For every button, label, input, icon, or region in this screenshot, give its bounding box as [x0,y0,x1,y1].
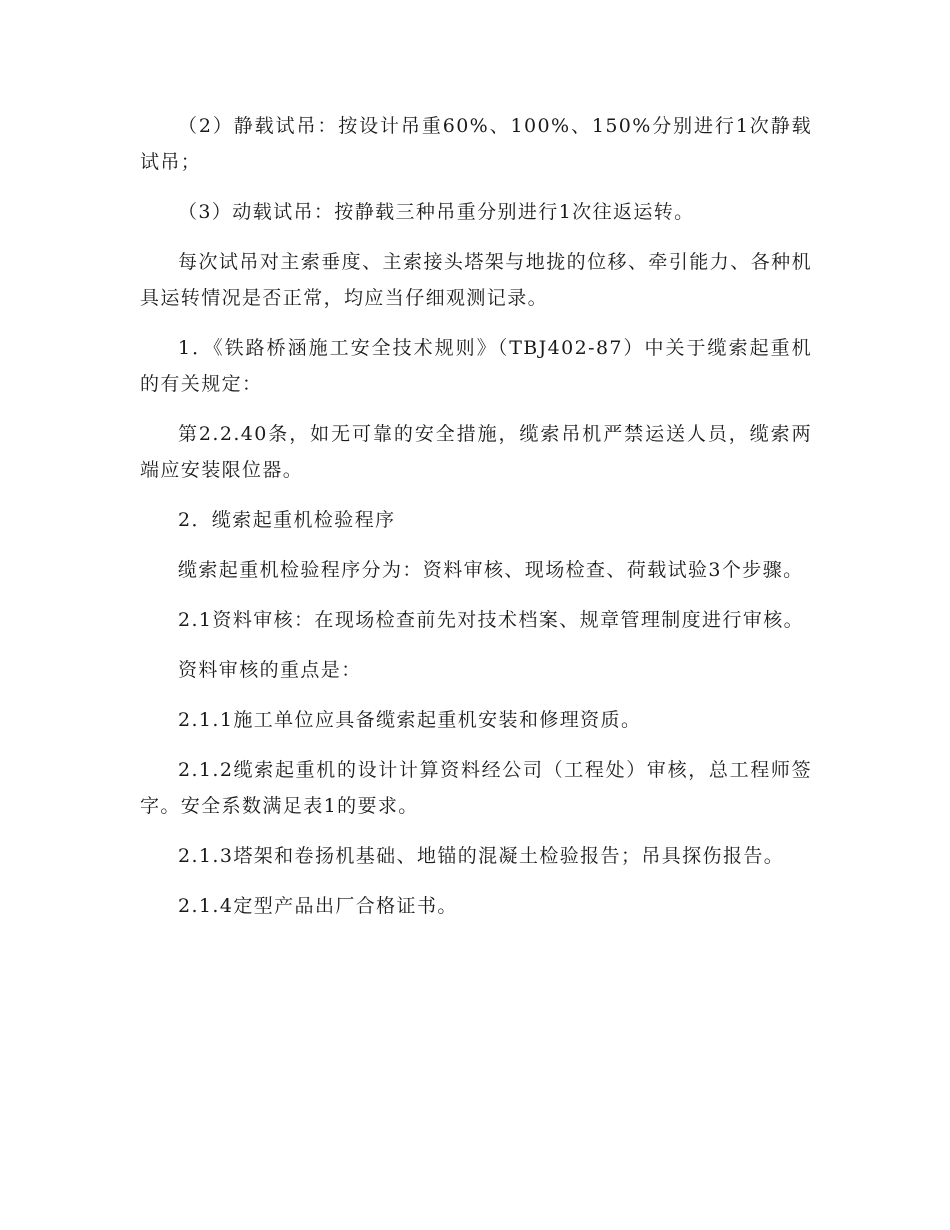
paragraph-document-review: 2.1资料审核：在现场检查前先对技术档案、规章管理制度进行审核。 [178,609,805,631]
paragraph-dynamic-load-test: （3）动载试吊：按静载三种吊重分别进行1次往返运转。 [178,201,695,223]
paragraph-article-2-2-40: 第2.2.40条，如无可靠的安全措施，缆索吊机严禁运送人员，缆索两端应安装限位器。 [140,423,812,481]
document-page [140,108,812,938]
paragraph-2-1-2: 2.1.2缆索起重机的设计计算资料经公司（工程处）审核，总工程师签字。安全系数满足表1的要求。 [140,759,812,817]
paragraph-2-1-1: 2.1.1施工单位应具备缆索起重机安装和修理资质。 [178,709,642,731]
paragraph-static-load-test: （2）静载试吊：按设计吊重60%、100%、150%分别进行1次静载试吊； [140,115,812,173]
paragraph-observation-record: 每次试吊对主索垂度、主索接头塔架与地拢的位移、牵引能力、各种机具运转情况是否正常，均应当仔细观测记录。 [140,251,812,309]
paragraph-procedure-steps: 缆索起重机检验程序分为：资料审核、现场检查、荷载试验3个步骤。 [178,559,804,581]
paragraph-2-1-4: 2.1.4定型产品出厂合格证书。 [178,895,458,917]
paragraph-review-key-points: 资料审核的重点是： [178,659,362,681]
paragraph-2-1-3: 2.1.3塔架和卷扬机基础、地锚的混凝土检验报告；吊具探伤报告。 [178,845,785,867]
paragraph-heading-inspection-procedure: 2．缆索起重机检验程序 [178,509,396,531]
paragraph-heading-safety-rules: 1．《铁路桥涵施工安全技术规则》（TBJ402-87）中关于缆索起重机的有关规定： [140,337,812,395]
